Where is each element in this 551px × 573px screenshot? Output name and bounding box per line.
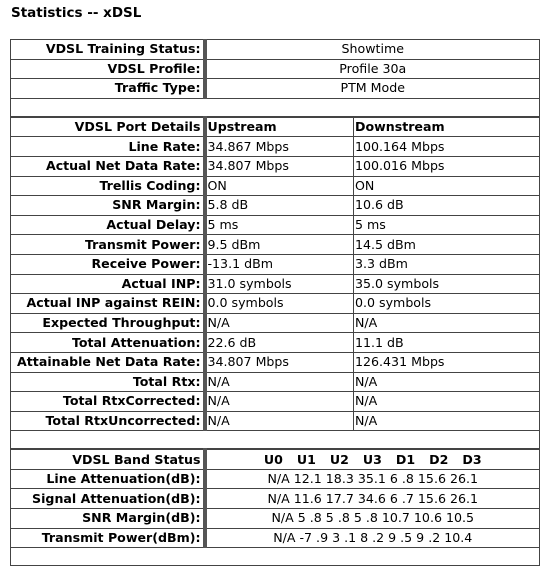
band-row-label: Signal Attenuation(dB):: [11, 489, 205, 509]
upstream-value: 31.0 symbols: [205, 274, 354, 294]
upstream-value: 0.0 symbols: [205, 294, 354, 314]
spacer-row: [11, 548, 540, 566]
band-columns: [208, 451, 539, 469]
upstream-value: N/A: [205, 372, 354, 392]
summary-label: VDSL Profile:: [11, 59, 205, 79]
port-row-label: Total RtxUncorrected:: [11, 411, 205, 431]
downstream-value: 10.6 dB: [354, 196, 540, 216]
band-row: [11, 469, 540, 489]
downstream-value: 3.3 dBm: [354, 254, 540, 274]
band-column-label: U2: [329, 451, 349, 467]
port-row: [11, 137, 540, 157]
port-row-label: Attainable Net Data Rate:: [11, 352, 205, 372]
band-row-label: SNR Margin(dB):: [11, 509, 205, 529]
band-row: [11, 528, 540, 548]
band-row: [11, 489, 540, 509]
spacer-row: [11, 431, 540, 450]
summary-row: [11, 79, 540, 99]
downstream-value: 11.1 dB: [354, 333, 540, 353]
port-row-label: Total Attenuation:: [11, 333, 205, 353]
upstream-header: Upstream: [205, 117, 354, 137]
band-row-values: N/A 5 .8 5 .8 5 .8 10.7 10.6 10.5: [205, 509, 540, 529]
upstream-value: 5.8 dB: [205, 196, 354, 216]
port-row: [11, 372, 540, 392]
summary-value: PTM Mode: [205, 79, 540, 99]
port-row-label: SNR Margin:: [11, 196, 205, 216]
band-row-label: Transmit Power(dBm):: [11, 528, 205, 548]
port-row: [11, 352, 540, 372]
upstream-value: 34.807 Mbps: [205, 352, 354, 372]
downstream-value: 35.0 symbols: [354, 274, 540, 294]
downstream-value: N/A: [354, 372, 540, 392]
port-row: [11, 196, 540, 216]
band-column-label: D2: [429, 451, 449, 467]
port-row-label: Expected Throughput:: [11, 313, 205, 333]
band-column-label: D3: [462, 451, 482, 467]
downstream-value: N/A: [354, 392, 540, 412]
port-row: [11, 392, 540, 412]
summary-value: Profile 30a: [205, 59, 540, 79]
port-row-label: Actual INP:: [11, 274, 205, 294]
downstream-value: 0.0 symbols: [354, 294, 540, 314]
downstream-value: N/A: [354, 313, 540, 333]
port-row: [11, 254, 540, 274]
upstream-value: 5 ms: [205, 215, 354, 235]
band-column-label: U0: [263, 451, 283, 467]
port-row-label: Transmit Power:: [11, 235, 205, 255]
upstream-value: N/A: [205, 411, 354, 431]
spacer-cell: [11, 431, 540, 450]
port-header-row: [11, 117, 540, 137]
downstream-value: 5 ms: [354, 215, 540, 235]
upstream-value: N/A: [205, 313, 354, 333]
summary-row: [11, 59, 540, 79]
band-row: [11, 509, 540, 529]
port-row: [11, 313, 540, 333]
downstream-value: ON: [354, 176, 540, 196]
port-row-label: Actual Net Data Rate:: [11, 156, 205, 176]
band-columns-header: [205, 449, 540, 469]
band-column-label: U1: [296, 451, 316, 467]
band-row-values: N/A 12.1 18.3 35.1 6 .8 15.6 26.1: [205, 469, 540, 489]
port-row: [11, 274, 540, 294]
port-row-label: Actual INP against REIN:: [11, 294, 205, 314]
upstream-value: N/A: [205, 392, 354, 412]
spacer-cell: [11, 98, 540, 117]
upstream-value: 9.5 dBm: [205, 235, 354, 255]
upstream-value: 22.6 dB: [205, 333, 354, 353]
band-row-values: N/A -7 .9 3 .1 8 .2 9 .5 9 .2 10.4: [205, 528, 540, 548]
port-row-label: Total RtxCorrected:: [11, 392, 205, 412]
port-row-label: Trellis Coding:: [11, 176, 205, 196]
port-row-label: Receive Power:: [11, 254, 205, 274]
xdsl-statistics-table: [10, 39, 540, 566]
port-row: [11, 176, 540, 196]
summary-value: Showtime: [205, 40, 540, 60]
spacer-row: [11, 98, 540, 117]
port-header-label: VDSL Port Details: [11, 117, 205, 137]
upstream-value: -13.1 dBm: [205, 254, 354, 274]
port-row: [11, 215, 540, 235]
downstream-value: N/A: [354, 411, 540, 431]
port-row: [11, 294, 540, 314]
summary-label: Traffic Type:: [11, 79, 205, 99]
upstream-value: ON: [205, 176, 354, 196]
downstream-value: 14.5 dBm: [354, 235, 540, 255]
band-header-label: VDSL Band Status: [11, 449, 205, 469]
port-row: [11, 235, 540, 255]
downstream-header: Downstream: [354, 117, 540, 137]
upstream-value: 34.807 Mbps: [205, 156, 354, 176]
port-row: [11, 333, 540, 353]
port-row-label: Actual Delay:: [11, 215, 205, 235]
port-row: [11, 411, 540, 431]
summary-row: [11, 40, 540, 60]
summary-label: VDSL Training Status:: [11, 40, 205, 60]
downstream-value: 100.164 Mbps: [354, 137, 540, 157]
page-title: Statistics -- xDSL: [11, 5, 142, 21]
downstream-value: 126.431 Mbps: [354, 352, 540, 372]
band-row-label: Line Attenuation(dB):: [11, 469, 205, 489]
port-row-label: Line Rate:: [11, 137, 205, 157]
band-row-values: N/A 11.6 17.7 34.6 6 .7 15.6 26.1: [205, 489, 540, 509]
band-column-label: D1: [395, 451, 416, 467]
downstream-value: 100.016 Mbps: [354, 156, 540, 176]
upstream-value: 34.867 Mbps: [205, 137, 354, 157]
band-column-label: U3: [362, 451, 382, 467]
port-row-label: Total Rtx:: [11, 372, 205, 392]
port-row: [11, 156, 540, 176]
band-header-row: [11, 449, 540, 469]
spacer-cell: [11, 548, 540, 566]
